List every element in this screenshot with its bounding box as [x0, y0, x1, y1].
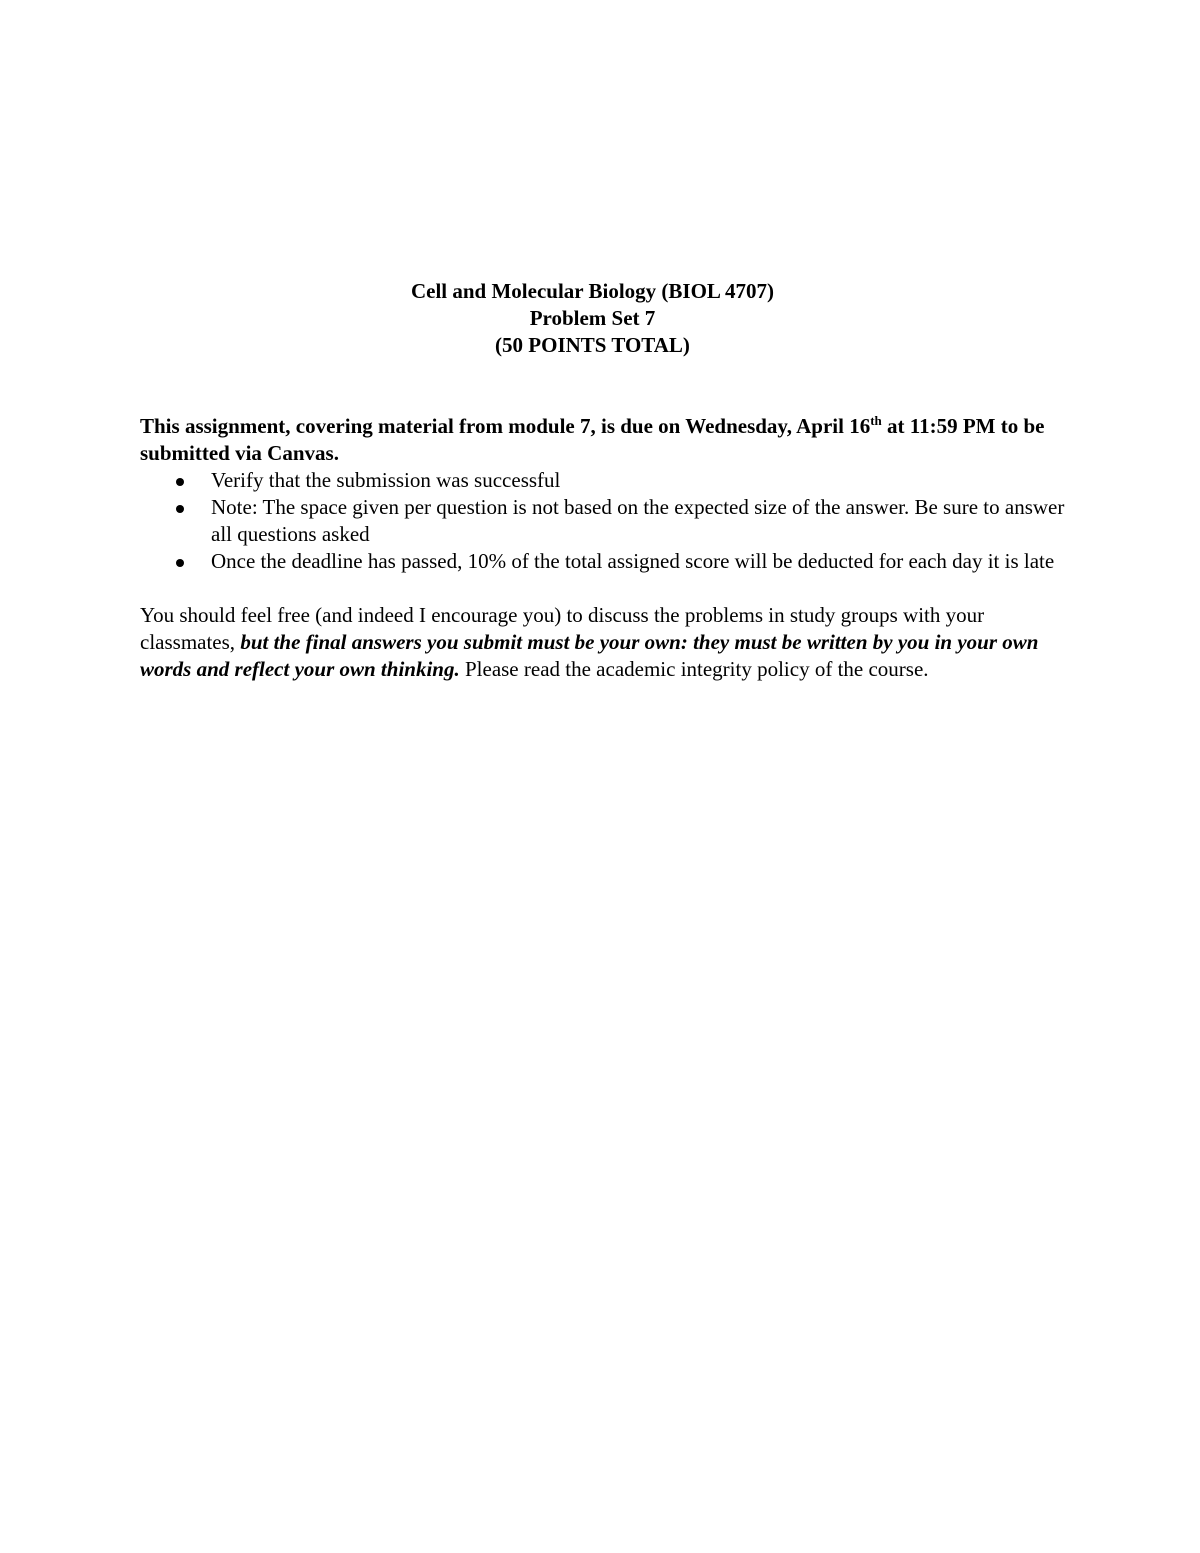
policy-text: You should feel free (and indeed I encourage you) to discuss the problems in study groups with your classmates,	[140, 603, 985, 654]
list-item-text: Verify that the submission was successful	[211, 468, 561, 492]
policy-emphasis: but the final answers you submit must be your own: they must be written by you in your own words and reflect your own thinking.	[140, 630, 1039, 681]
course-title: Cell and Molecular Biology (BIOL 4707)	[410, 279, 775, 303]
ordinal-suffix: th	[870, 413, 882, 428]
list-item-text: Once the deadline has passed, 10% of the total assigned score will be deducted for each day it is late	[211, 549, 1055, 573]
list-item	[140, 548, 1070, 575]
bullet-icon	[176, 559, 184, 567]
document-header	[0, 278, 1185, 359]
due-date-text: This assignment, covering material from module 7, is due on Wednesday, April 16	[140, 414, 871, 438]
problem-set-title: Problem Set 7	[529, 306, 656, 330]
bullet-icon	[176, 505, 184, 513]
bullet-icon	[176, 478, 184, 486]
document-body	[140, 413, 1070, 683]
points-total: (50 POINTS TOTAL)	[495, 333, 690, 357]
integrity-paragraph	[140, 602, 1070, 683]
list-item	[140, 467, 1070, 494]
list-item-text: Note: The space given per question is not based on the expected size of the answer. Be sure to answer all questions asked	[211, 495, 1065, 546]
policy-text-end: Please read the academic integrity policy of the course.	[459, 657, 929, 681]
instructions-list	[140, 467, 1070, 575]
list-item	[140, 494, 1070, 548]
due-date-statement	[140, 413, 1070, 467]
due-date-text-end: at 11:59 PM to be submitted via Canvas.	[140, 414, 1045, 465]
